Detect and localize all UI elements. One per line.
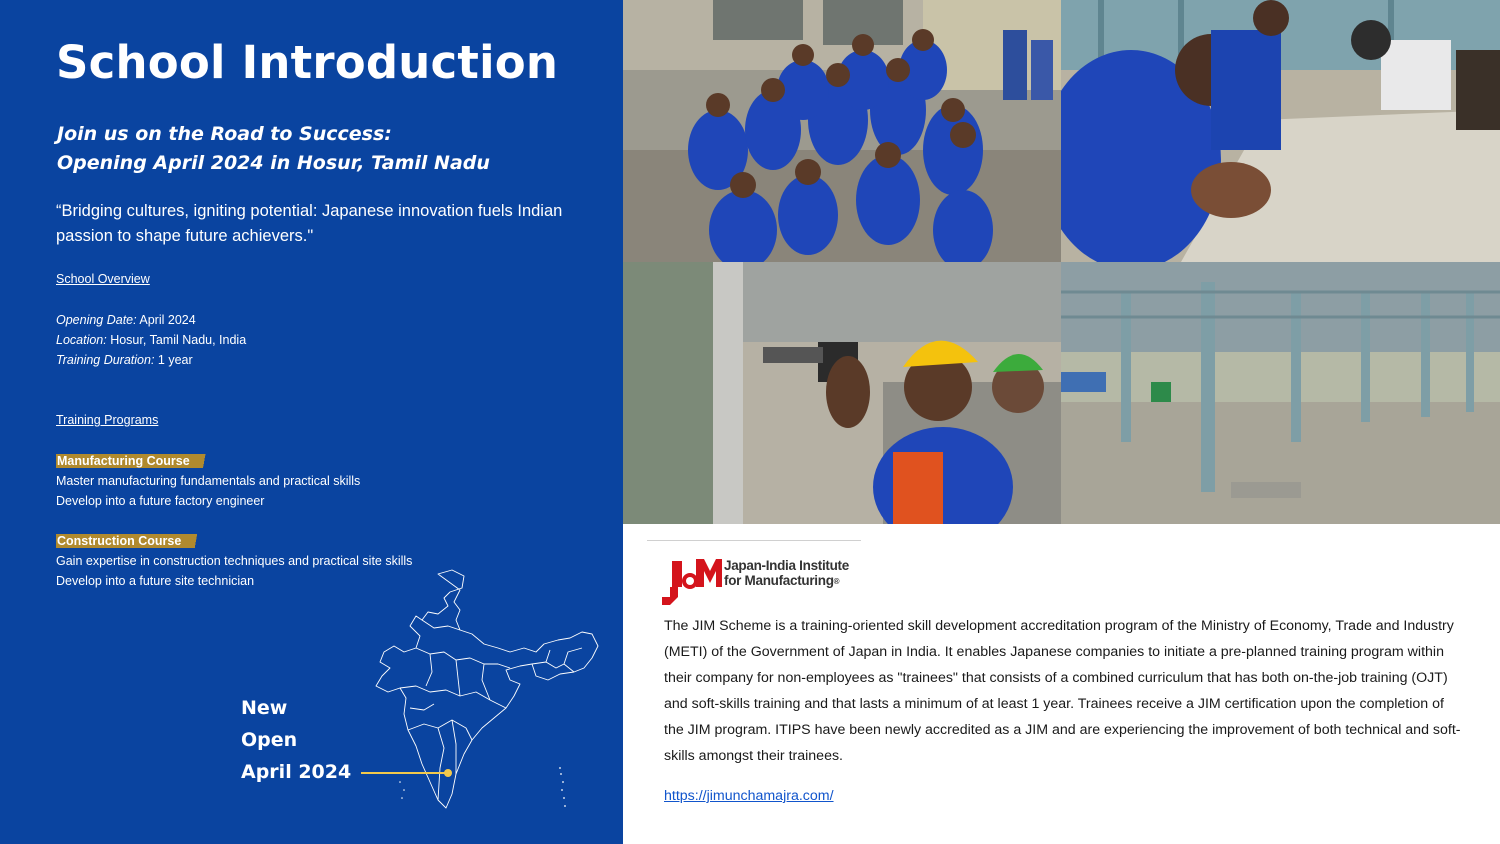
- group-photo: [623, 0, 1061, 262]
- new-open-callout: [241, 692, 351, 788]
- jim-logo-mark: [662, 557, 722, 605]
- manufacturing-course-tag: Manufacturing Course: [56, 454, 216, 468]
- subtitle-line-1: Join us on the Road to Success:: [57, 123, 392, 145]
- location: [56, 330, 246, 350]
- construction-line-1: Gain expertise in construction techniques and practical site skills: [56, 554, 413, 568]
- jim-website-link[interactable]: https://jimunchamajra.com/: [664, 788, 834, 804]
- callout-line-2: Open: [241, 729, 298, 751]
- overview-heading: School Overview: [56, 272, 150, 286]
- jim-logo-text: [724, 558, 849, 589]
- duration-label: Training Duration:: [56, 353, 155, 367]
- map-pointer-dot: [444, 769, 452, 777]
- construction-line-2: Develop into a future site technician: [56, 574, 255, 588]
- manufacturing-line-2: Develop into a future factory engineer: [56, 494, 265, 508]
- opening-date-value: April 2024: [136, 313, 196, 327]
- opening-date: [56, 310, 196, 330]
- quote: “Bridging cultures, igniting potential: Japanese innovation fuels Indian passion to shape future achievers.": [56, 202, 563, 245]
- location-label: Location:: [56, 333, 107, 347]
- callout-line-1: New: [241, 697, 288, 719]
- page-title: School Introduction: [56, 36, 559, 89]
- drafting-photo: [1061, 0, 1500, 262]
- callout-line-3: April 2024: [241, 761, 352, 783]
- divider: [647, 540, 861, 541]
- india-map: [360, 568, 605, 813]
- opening-date-label: Opening Date:: [56, 313, 137, 327]
- subtitle: [57, 120, 490, 178]
- jim-description: The JIM Scheme is a training-oriented skill development accreditation program of the Ministry of Economy, Trade and Industry (METI) of the Government of Japan in India. It enables Japanese companies to initiate a pre-planned training program within their company for non-employees as "trainees" that consists of a combined curriculum that has both on-the-job training (OJT) and soft-skills training and that lasts a minimum of at least 1 year. Trainees receive a JIM certification upon the completion of the JIM program. ITIPS have been newly accredited as a JIM and are experiencing the improvement of both technical and soft-skills amongst their trainees.: [664, 618, 1461, 764]
- manufacturing-course: [56, 451, 216, 471]
- programs-heading: Training Programs: [56, 413, 159, 427]
- location-value: Hosur, Tamil Nadu, India: [106, 333, 247, 347]
- left-panel: [0, 0, 623, 844]
- drilling-photo: [623, 262, 1061, 524]
- duration-value: 1 year: [154, 353, 193, 367]
- logo-line-2-text: for Manufacturing: [724, 573, 834, 588]
- subtitle-line-2: Opening April 2024 in Hosur, Tamil Nadu: [57, 152, 490, 174]
- map-pointer-line: [361, 772, 445, 774]
- logo-line-1: Japan-India Institute: [724, 558, 849, 573]
- construction-course-tag: Construction Course: [56, 534, 207, 548]
- manufacturing-line-1: Master manufacturing fundamentals and practical skills: [56, 474, 361, 488]
- factory-floor-photo: [1061, 262, 1500, 524]
- registered-mark: ®: [833, 577, 840, 586]
- construction-course: [56, 531, 207, 551]
- logo-line-2: [724, 573, 849, 589]
- training-duration: [56, 350, 193, 370]
- jim-logo: [662, 557, 862, 605]
